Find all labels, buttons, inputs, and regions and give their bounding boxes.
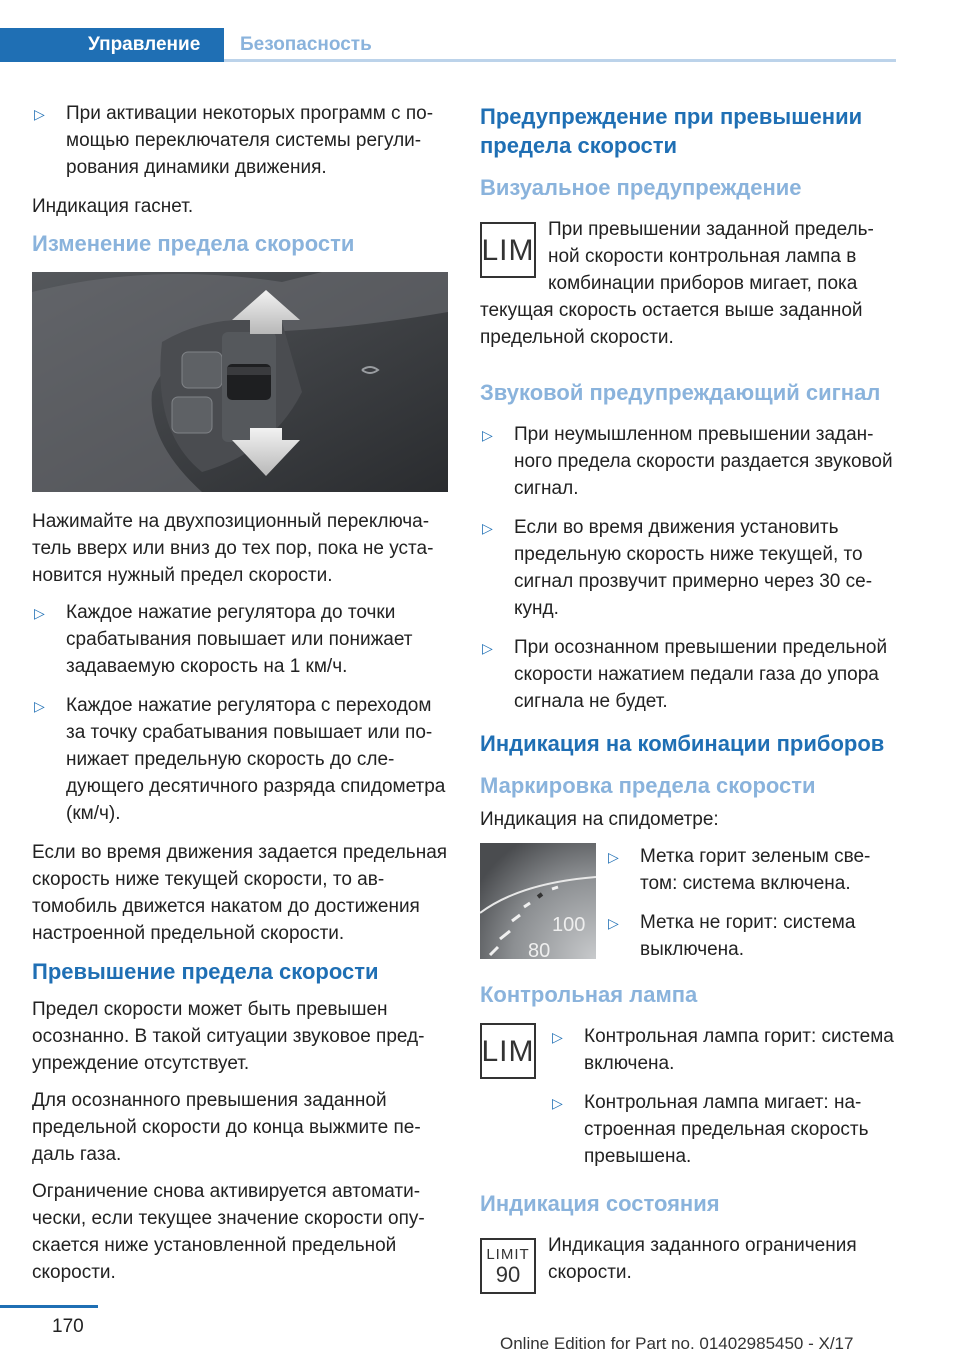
sub-heading: Контрольная лампа (480, 982, 698, 1007)
section-heading: Изменение предела скорости (32, 231, 355, 256)
steering-wheel-illustration (32, 272, 448, 492)
limit-90-icon: LIMIT 90 (480, 1238, 536, 1294)
list-item: ▷ Метка не горит: система выключена. (608, 912, 856, 960)
lim-indicator-icon: LIM (480, 222, 536, 278)
paragraph: Для осознанного превышения заданной предельной скорости до конца выжмите педаль газа. (32, 1090, 421, 1165)
sub-heading: Звуковой предупреждающий сигнал (480, 380, 881, 405)
dial-label-80: 80 (528, 940, 551, 959)
status-display-block: LIMIT 90 Индикация заданного ограничения скорости. (480, 1232, 894, 1300)
list-item: ▷ Контрольная лампа мигает: настроенная предельная скорость превышена. (552, 1092, 869, 1167)
paragraph: Индикация гаснет. (32, 196, 194, 217)
triangle-bullet-icon: ▷ (608, 849, 619, 865)
tab-safety[interactable]: Безопасность (240, 34, 372, 55)
steering-wheel-photo (32, 272, 448, 492)
header-tabs (0, 28, 896, 62)
triangle-bullet-icon: ▷ (482, 520, 493, 536)
section-heading: Предупреждение при превышении предела скорости (480, 104, 863, 158)
page-number: 170 (52, 1316, 84, 1337)
section-heading: Индикация на комбинации приборов (480, 731, 885, 756)
dial-label-100: 100 (552, 914, 586, 936)
speedometer-photo (480, 843, 596, 959)
lim-indicator-icon: LIM (480, 1023, 536, 1079)
sub-heading: Маркировка предела скорости (480, 773, 816, 798)
section-heading: Превышение предела скорости (32, 959, 379, 984)
list-item: ▷ Если во время движения установить предельную скорость ниже текущей, то сигнал прозвучит примерно через 30 секунд. (482, 517, 873, 619)
sub-heading: Визуальное предупреждение (480, 175, 802, 200)
edition-note: Online Edition for Part no. 01402985450 - X/17 (500, 1334, 854, 1353)
triangle-bullet-icon: ▷ (34, 106, 45, 122)
triangle-bullet-icon: ▷ (482, 427, 493, 443)
paragraph: Ограничение снова активируется автоматически, если текущее значение скорости опускается ниже установленной предельной скорости. (32, 1181, 425, 1283)
control-lamp-block (480, 1023, 894, 1170)
tab-divider (224, 59, 896, 62)
footer-rule (0, 1305, 98, 1308)
paragraph: Нажимайте на двухпозиционный переключатель вверх или вниз до тех пор, пока не установится нужный предел скорости. (32, 511, 434, 586)
paragraph: Предел скорости может быть превышен осознанно. В такой ситуации звуковое предупреждение отсутствует. (32, 999, 425, 1074)
triangle-bullet-icon: ▷ (552, 1095, 563, 1111)
list-item: ▷ При неумышленном превышении заданного предела скорости раздается звуковой сигнал. (482, 424, 893, 499)
list-item: ▷ Каждое нажатие регулятора с переходом за точку срабатывания повышает или понижает предельную скорость до следующего десятичного разряда спидометра (км/ч). (34, 695, 446, 824)
triangle-bullet-icon: ▷ (552, 1029, 563, 1045)
paragraph: Если во время движения задается предельная скорость ниже текущей скорости, то автомобиль движется накатом до достижения настроенной предельной скорости. (32, 842, 448, 944)
list-item: ▷ Контрольная лампа горит: система включена. (552, 1026, 894, 1074)
visual-warning-block: LIM При превышении заданной предельной скорости контрольная лампа в комбинации приборов мигает, пока текущая скорость остается выше заданной предельной скорости. (480, 219, 874, 348)
list-item: ▷ Метка горит зеленым светом: система включена. (608, 846, 871, 894)
triangle-bullet-icon: ▷ (608, 915, 619, 931)
list-item: ▷ При активации некоторых программ с помощью переключателя системы регулирования динамики движения. (34, 103, 434, 178)
right-column (480, 100, 894, 1300)
speedometer-mark-block (480, 843, 894, 963)
triangle-bullet-icon: ▷ (34, 698, 45, 714)
tab-control[interactable]: Управление (0, 28, 224, 62)
sub-heading: Индикация состояния (480, 1191, 720, 1216)
list-item: ▷ Каждое нажатие регулятора до точки срабатывания повышает или понижает задаваемую скорость на 1 км/ч. (34, 602, 413, 677)
list-item: ▷ При осознанном превышении предельной скорости нажатием педали газа до упора сигнала не будет. (482, 637, 888, 712)
triangle-bullet-icon: ▷ (34, 605, 45, 621)
paragraph: Индикация на спидометре: (480, 809, 719, 830)
left-column (32, 100, 452, 1296)
triangle-bullet-icon: ▷ (482, 640, 493, 656)
